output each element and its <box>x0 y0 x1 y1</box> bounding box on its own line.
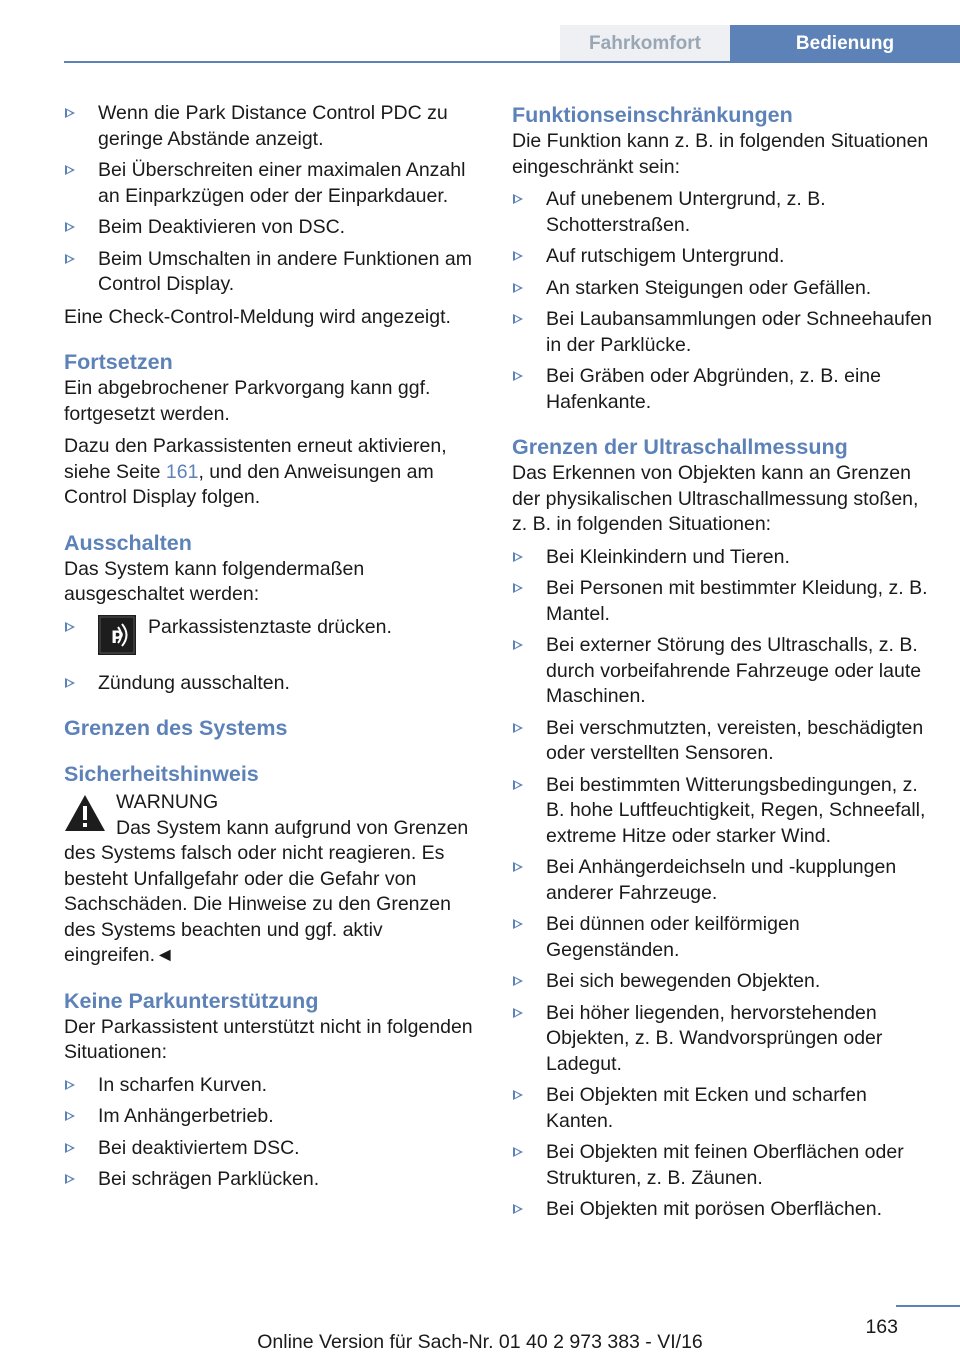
list-item: Im Anhängerbetrieb. <box>64 1104 482 1130</box>
triangle-bullet-icon <box>513 919 523 929</box>
tab-fahrkomfort[interactable]: Fahrkomfort <box>560 25 730 62</box>
triangle-bullet-icon <box>65 678 75 688</box>
keine-list <box>64 1073 482 1193</box>
triangle-bullet-icon <box>65 1174 75 1184</box>
list-item: Beim Deaktivieren von DSC. <box>64 215 482 241</box>
ausschalten-text: Das System kann folgendermaßen ausgeschaltet werden: <box>64 557 365 605</box>
list-item: An starken Steigungen oder Gefällen. <box>512 276 932 302</box>
ultra-list <box>512 545 932 1223</box>
triangle-bullet-icon <box>513 552 523 562</box>
heading-keine-parkunterstuetzung: Keine Parkunterstützung <box>64 988 319 1013</box>
check-control-text: Eine Check-Control-Meldung wird angezeigt. <box>64 305 451 328</box>
ultra-text: Das Erkennen von Objekten kann an Grenzen der physikalischen Ultraschallmessung stoßen, z. B. in folgenden Situationen: <box>512 462 919 535</box>
funktion-list <box>512 187 932 415</box>
heading-sicherheitshinweis: Sicherheitshinweis <box>64 762 259 786</box>
page-link-161[interactable]: 161 <box>165 460 199 483</box>
ausschalten-list <box>64 615 482 697</box>
footer-divider <box>896 1305 960 1307</box>
list-item: Bei Personen mit bestimmter Kleidung, z. B. Mantel. <box>512 576 932 627</box>
triangle-bullet-icon <box>513 583 523 593</box>
warning-text-first-line: Das System kann aufgrund von Grenzen <box>116 816 469 839</box>
triangle-bullet-icon <box>65 622 75 632</box>
list-item: Bei bestimmten Witterungsbedingungen, z. B. hohe Luftfeuchtigkeit, Regen, Schneefall, extreme Hitze oder starker Wind. <box>512 773 932 850</box>
list-item: Bei Überschreiten einer maximalen Anzahl an Einparkzügen oder der Einparkdauer. <box>64 158 482 209</box>
triangle-bullet-icon <box>65 165 75 175</box>
warning-triangle-icon <box>64 794 106 840</box>
heading-ausschalten: Ausschalten <box>64 530 192 555</box>
fortsetzen-text: Ein abgebrochener Parkvorgang kann ggf. fortgesetzt werden. <box>64 377 431 425</box>
list-item: Bei deaktiviertem DSC. <box>64 1136 482 1162</box>
triangle-bullet-icon <box>513 1008 523 1018</box>
triangle-bullet-icon <box>513 371 523 381</box>
list-item: Beim Umschalten in andere Funktionen am Control Display. <box>64 247 482 298</box>
list-item: In scharfen Kurven. <box>64 1073 482 1099</box>
list-item: Bei Laubansammlungen oder Schneehaufen in der Parklücke. <box>512 307 932 358</box>
list-item: Bei Objekten mit Ecken und scharfen Kanten. <box>512 1083 932 1134</box>
list-item: Bei Anhängerdeichseln und -kupplungen anderer Fahrzeuge. <box>512 855 932 906</box>
triangle-bullet-icon <box>513 314 523 324</box>
svg-text:P: P <box>111 627 124 648</box>
right-column <box>512 101 932 1230</box>
online-version-footer: Online Version für Sach-Nr. 01 40 2 973 383 - VI/16 <box>257 1331 703 1353</box>
triangle-bullet-icon <box>65 108 75 118</box>
triangle-bullet-icon <box>513 194 523 204</box>
triangle-bullet-icon <box>513 1204 523 1214</box>
list-item: Bei Kleinkindern und Tieren. <box>512 545 932 571</box>
heading-grenzen-ultraschallmessung: Grenzen der Ultraschallmessung <box>512 435 848 459</box>
fortsetzen-instructions: Dazu den Parkassistenten erneut aktivieren, siehe Seite 161, und den Anweisungen am Control Display folgen. <box>64 435 447 508</box>
tab-bedienung[interactable]: Bedienung <box>730 25 960 62</box>
funktion-text: Die Funktion kann z. B. in folgenden Situationen eingeschränkt sein: <box>512 130 929 178</box>
list-item: Auf unebenem Untergrund, z. B. Schotterstraßen. <box>512 187 932 238</box>
triangle-bullet-icon <box>65 1080 75 1090</box>
triangle-bullet-icon <box>65 254 75 264</box>
list-item: Bei sich bewegenden Objekten. <box>512 969 932 995</box>
list-item: Bei Gräben oder Abgründen, z. B. eine Hafenkante. <box>512 364 932 415</box>
list-item: Zündung ausschalten. <box>64 671 482 697</box>
header-divider <box>64 61 960 63</box>
triangle-bullet-icon <box>513 283 523 293</box>
heading-funktionseinschraenkungen: Funktionseinschränkungen <box>512 103 793 127</box>
list-item: P Parkassistenztaste drücken. <box>64 615 482 665</box>
list-item: Bei Objekten mit porösen Oberflächen. <box>512 1197 932 1223</box>
list-item: Auf rutschigem Untergrund. <box>512 244 932 270</box>
triangle-bullet-icon <box>65 1143 75 1153</box>
list-item: Bei verschmutzten, vereisten, beschädigten oder verstellten Sensoren. <box>512 716 932 767</box>
triangle-bullet-icon <box>513 723 523 733</box>
abort-conditions-list <box>64 101 482 298</box>
triangle-bullet-icon <box>513 1090 523 1100</box>
warning-block <box>64 790 482 969</box>
triangle-bullet-icon <box>513 976 523 986</box>
page-number: 163 <box>865 1316 898 1338</box>
list-item: Bei schrägen Parklücken. <box>64 1167 482 1193</box>
heading-grenzen-des-systems: Grenzen des Systems <box>64 716 288 740</box>
list-item: Bei höher liegenden, hervorstehenden Objekten, z. B. Wandvorsprüngen oder Ladegut. <box>512 1001 932 1078</box>
left-column <box>64 101 482 1200</box>
warning-text: des Systems falsch oder nicht reagieren. Es besteht Unfallgefahr oder die Gefahr von Sachschäden. Die Hinweise zu den Grenzen des Systems beachten und ggf. aktiv eingreifen.◄ <box>64 842 451 966</box>
triangle-bullet-icon <box>65 1111 75 1121</box>
triangle-bullet-icon <box>513 640 523 650</box>
heading-fortsetzen: Fortsetzen <box>64 350 173 374</box>
warning-title: WARNUNG <box>116 791 219 813</box>
triangle-bullet-icon <box>513 862 523 872</box>
parking-assistant-button-icon <box>98 615 136 655</box>
list-item: Wenn die Park Distance Control PDC zu geringe Abstände anzeigt. <box>64 101 482 152</box>
triangle-bullet-icon <box>513 1147 523 1157</box>
list-item: Bei Objekten mit feinen Oberflächen oder Strukturen, z. B. Zäunen. <box>512 1140 932 1191</box>
keine-text: Der Parkassistent unterstützt nicht in folgenden Situationen: <box>64 1015 473 1063</box>
triangle-bullet-icon <box>513 251 523 261</box>
triangle-bullet-icon <box>513 780 523 790</box>
header-tabs <box>560 25 960 62</box>
list-item: Bei dünnen oder keilförmigen Gegenständen. <box>512 912 932 963</box>
list-item: Bei externer Störung des Ultraschalls, z. B. durch vorbeifahrende Fahrzeuge oder laute Maschinen. <box>512 633 932 710</box>
triangle-bullet-icon <box>65 222 75 232</box>
